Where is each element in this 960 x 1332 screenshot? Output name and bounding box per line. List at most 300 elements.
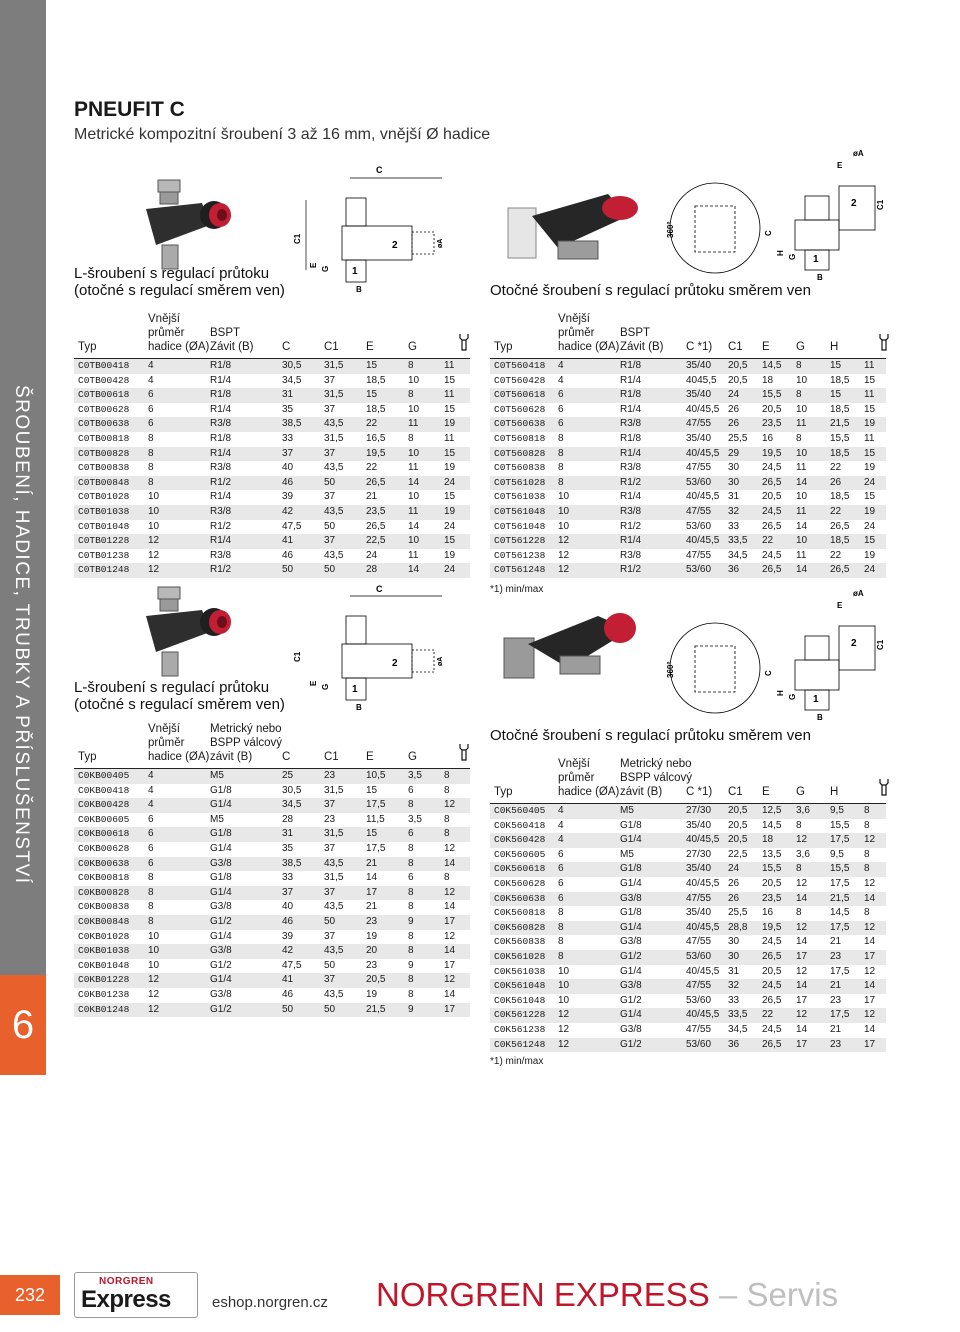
cell-value: 26 xyxy=(830,476,842,488)
cell-value: 4 xyxy=(558,805,564,816)
dimension-drawing-c0t56 xyxy=(655,148,885,283)
cell-value: 47/55 xyxy=(686,549,712,561)
cell-value: R1/8 xyxy=(620,389,642,401)
section-title-c0k56: Otočné šroubení s regulací průtoku směrem ven xyxy=(490,727,811,744)
cell-value: M5 xyxy=(620,805,634,816)
cell-value: 25,5 xyxy=(728,907,748,919)
cell-typ: C0K560618 xyxy=(494,863,546,875)
cell-typ: C0KB00818 xyxy=(78,872,130,884)
table-row xyxy=(490,892,886,907)
port-label-2: 2 xyxy=(851,198,857,209)
cell-value: 6 xyxy=(558,389,564,401)
cell-value: 46 xyxy=(282,549,294,561)
port-label-1: 1 xyxy=(352,684,358,695)
cell-value: 53/60 xyxy=(686,476,712,488)
cell-value: 4045,5 xyxy=(686,374,717,386)
cell-value: 8 xyxy=(864,863,870,875)
cell-value: 47/55 xyxy=(686,462,712,474)
cell-value: 11 xyxy=(796,418,807,430)
column-header-c: C xyxy=(282,341,291,353)
cell-value: 10 xyxy=(558,965,570,977)
table-row xyxy=(74,359,470,374)
page-number: 232 xyxy=(0,1275,60,1315)
cell-value: 8 xyxy=(408,799,414,811)
cell-value: R1/8 xyxy=(620,432,642,444)
cell-value: 27/30 xyxy=(686,848,712,860)
spec-table-c0kb xyxy=(74,720,470,1017)
cell-value: 8 xyxy=(408,886,414,898)
cell-value: 6 xyxy=(558,848,564,860)
cell-value: 14 xyxy=(444,988,456,1000)
cell-value: 40/45,5 xyxy=(686,447,720,459)
section-title-line1: L-šroubení s regulací průtoku xyxy=(74,679,270,696)
column-header-typ: Typ xyxy=(78,341,97,353)
cell-value: 22,5 xyxy=(366,535,386,547)
cell-value: 10 xyxy=(558,980,570,992)
cell-value: 12 xyxy=(864,921,876,933)
dim-label-g: G xyxy=(321,265,330,272)
cell-value: 8 xyxy=(148,872,154,884)
cell-value: 3,6 xyxy=(796,848,810,860)
cell-value: 16 xyxy=(762,432,774,444)
table-row xyxy=(74,388,470,403)
cell-value: 6 xyxy=(148,403,154,415)
chapter-number: 6 xyxy=(0,975,46,1075)
cell-value: G3/8 xyxy=(620,1023,642,1035)
column-header-g: G xyxy=(796,786,805,798)
cell-value: 4 xyxy=(148,799,154,811)
table-row xyxy=(490,388,886,403)
cell-value: 14 xyxy=(444,857,456,869)
column-header-c1: C1 xyxy=(324,341,339,353)
cell-value: 12 xyxy=(558,535,570,547)
dim-label-360: 360° xyxy=(666,221,675,238)
cell-value: 34,5 xyxy=(282,374,302,386)
cell-value: G3/8 xyxy=(210,901,232,913)
cell-value: 10 xyxy=(558,994,570,1006)
dim-label-g: G xyxy=(321,683,330,690)
cell-value: 43,5 xyxy=(324,945,344,957)
cell-value: 15 xyxy=(444,491,456,503)
table-row xyxy=(74,1003,470,1018)
cell-value: 30 xyxy=(728,936,740,948)
cell-value: 24,5 xyxy=(762,980,782,992)
product-photo-c0tb xyxy=(140,175,250,275)
cell-typ: C0KB01238 xyxy=(78,988,130,1000)
cell-value: 14 xyxy=(796,980,808,992)
cell-value: 26,5 xyxy=(762,994,782,1006)
cell-value: 10 xyxy=(148,930,160,942)
table-row xyxy=(74,813,470,828)
slogan-separator: – xyxy=(709,1276,747,1313)
cell-typ: C0KB00428 xyxy=(78,799,130,811)
cell-value: 26,5 xyxy=(762,476,782,488)
table-row xyxy=(490,563,886,578)
cell-value: G1/2 xyxy=(620,994,642,1006)
cell-typ: C0TB00638 xyxy=(78,418,130,430)
cell-value: 35/40 xyxy=(686,863,712,875)
cell-typ: C0T561038 xyxy=(494,491,546,503)
dimension-drawing-c0kb xyxy=(292,582,447,717)
cell-value: 37 xyxy=(324,447,336,459)
cell-value: R1/2 xyxy=(620,476,642,488)
cell-value: 40/45,5 xyxy=(686,491,720,503)
cell-value: 53/60 xyxy=(686,564,712,576)
cell-value: 8 xyxy=(408,360,414,371)
table-row xyxy=(490,921,886,936)
cell-value: G1/4 xyxy=(620,1009,642,1021)
cell-value: R3/8 xyxy=(620,505,642,517)
table-row xyxy=(74,769,470,784)
table-row xyxy=(490,994,886,1009)
cell-value: 12 xyxy=(148,549,160,561)
cell-value: 50 xyxy=(324,520,336,532)
cell-value: 17,5 xyxy=(830,965,850,977)
cell-value: 22 xyxy=(830,549,842,561)
cell-value: G1/4 xyxy=(210,842,232,854)
cell-value: R1/4 xyxy=(210,535,232,547)
cell-value: 17,5 xyxy=(830,834,850,846)
cell-value: 10 xyxy=(558,505,570,517)
cell-value: 15 xyxy=(366,360,378,371)
cell-value: 21,5 xyxy=(830,418,850,430)
cell-value: 24 xyxy=(864,564,876,576)
cell-value: 31 xyxy=(282,828,294,840)
cell-typ: C0TB00618 xyxy=(78,389,130,401)
dim-label-oa: øA xyxy=(853,149,864,158)
cell-value: 8 xyxy=(558,447,564,459)
cell-value: 10 xyxy=(558,491,570,503)
cell-value: R1/4 xyxy=(620,403,642,415)
cell-typ: C0T560628 xyxy=(494,403,546,415)
cell-value: 31,5 xyxy=(324,389,344,401)
cell-value: 11,5 xyxy=(366,813,385,825)
cell-value: 41 xyxy=(282,974,294,986)
spec-table-c0tb xyxy=(74,310,470,578)
cell-value: 10 xyxy=(148,491,160,503)
table-header xyxy=(74,310,470,359)
cell-value: 26,5 xyxy=(762,1038,782,1050)
cell-value: 12 xyxy=(796,965,808,977)
cell-value: 24,5 xyxy=(762,936,782,948)
cell-value: 47/55 xyxy=(686,505,712,517)
cell-value: G1/4 xyxy=(620,965,642,977)
cell-value: G3/8 xyxy=(620,980,642,992)
cell-typ: C0T560418 xyxy=(494,360,546,371)
cell-value: 8 xyxy=(558,462,564,474)
cell-value: 18,5 xyxy=(830,491,850,503)
cell-typ: C0K560638 xyxy=(494,892,546,904)
cell-value: 53/60 xyxy=(686,520,712,532)
cell-value: 19 xyxy=(864,418,876,430)
cell-value: 15 xyxy=(830,360,842,371)
cell-typ: C0K561028 xyxy=(494,950,546,962)
cell-value: 8 xyxy=(558,476,564,488)
cell-value: 8 xyxy=(148,886,154,898)
cell-typ: C0KB00618 xyxy=(78,828,130,840)
cell-value: 31,5 xyxy=(324,360,344,371)
cell-value: 17 xyxy=(796,1038,808,1050)
footer-slogan xyxy=(376,1276,838,1314)
table-row xyxy=(490,374,886,389)
column-header-c1: C1 xyxy=(324,751,339,763)
cell-value: 11 xyxy=(796,505,807,517)
cell-value: 21 xyxy=(366,857,378,869)
dim-label-c: C xyxy=(764,230,773,236)
cell-value: 26,5 xyxy=(366,476,386,488)
cell-value: G1/2 xyxy=(210,915,232,927)
cell-value: 8 xyxy=(148,476,154,488)
column-header-e: E xyxy=(762,786,770,798)
page-title: PNEUFIT C xyxy=(74,98,185,121)
cell-value: 24,5 xyxy=(762,505,782,517)
cell-value: 31,5 xyxy=(324,828,344,840)
cell-value: 12 xyxy=(558,1023,570,1035)
eshop-link[interactable]: eshop.norgren.cz xyxy=(212,1294,328,1311)
table-row xyxy=(490,505,886,520)
cell-value: 12 xyxy=(148,974,160,986)
cell-value: 38,5 xyxy=(282,418,302,430)
cell-value: G1/2 xyxy=(620,1038,642,1050)
cell-value: 8 xyxy=(444,770,450,781)
cell-value: 15,5 xyxy=(830,819,850,831)
dim-label-c1: C1 xyxy=(876,639,885,650)
cell-typ: C0KB00828 xyxy=(78,886,130,898)
cell-typ: C0KB01048 xyxy=(78,959,130,971)
cell-value: 6 xyxy=(148,857,154,869)
cell-value: 18,5 xyxy=(830,535,850,547)
cell-value: 26 xyxy=(728,892,740,904)
cell-value: 28 xyxy=(366,564,378,576)
table-row xyxy=(490,804,886,819)
dim-label-b: B xyxy=(356,703,362,712)
dim-label-c: C xyxy=(764,670,773,676)
cell-value: 24 xyxy=(444,476,456,488)
cell-value: 35/40 xyxy=(686,389,712,401)
table-row xyxy=(490,432,886,447)
cell-value: 31 xyxy=(728,491,740,503)
cell-typ: C0T560638 xyxy=(494,418,546,430)
cell-value: 3,5 xyxy=(408,770,422,781)
cell-value: 14,5 xyxy=(762,360,782,371)
cell-value: 19 xyxy=(366,988,378,1000)
cell-value: G1/8 xyxy=(210,828,232,840)
cell-value: 10 xyxy=(796,374,808,386)
cell-value: 17 xyxy=(444,1003,456,1015)
cell-value: 53/60 xyxy=(686,994,712,1006)
cell-value: 24 xyxy=(728,389,740,401)
cell-value: 8 xyxy=(864,848,870,860)
table-row xyxy=(490,950,886,965)
table-row xyxy=(74,973,470,988)
column-header-c1: C1 xyxy=(728,341,743,353)
table-row xyxy=(74,417,470,432)
cell-value: 12 xyxy=(558,549,570,561)
cell-value: 32 xyxy=(728,505,740,517)
column-header-a: Vnější průměr hadice (ØA) xyxy=(558,313,620,353)
cell-typ: C0K560628 xyxy=(494,877,546,889)
column-header-h: H xyxy=(830,786,839,798)
cell-value: 23 xyxy=(366,915,378,927)
dim-label-c: C xyxy=(376,165,383,175)
cell-value: 47/55 xyxy=(686,892,712,904)
cell-value: 10,5 xyxy=(366,770,386,781)
cell-value: 15 xyxy=(864,374,876,386)
cell-value: 33,5 xyxy=(728,1009,748,1021)
cell-value: 17 xyxy=(864,950,876,962)
cell-value: 24 xyxy=(728,863,740,875)
dim-label-e: E xyxy=(837,161,843,170)
cell-value: 12 xyxy=(444,930,456,942)
cell-typ: C0KB01028 xyxy=(78,930,130,942)
cell-value: 12 xyxy=(796,877,808,889)
cell-value: 6 xyxy=(558,863,564,875)
cell-value: 12 xyxy=(148,988,160,1000)
cell-value: 28,8 xyxy=(728,921,748,933)
cell-value: 21 xyxy=(366,491,378,503)
dim-label-oa: øA xyxy=(437,238,444,248)
product-photo-c0k56 xyxy=(498,600,648,695)
cell-value: 6 xyxy=(148,813,154,825)
cell-value: 22 xyxy=(762,1009,774,1021)
cell-value: G1/4 xyxy=(620,921,642,933)
cell-value: G1/8 xyxy=(210,872,232,884)
column-header-g: G xyxy=(408,341,417,353)
cell-typ: C0K560605 xyxy=(494,848,546,860)
cell-typ: C0TB01238 xyxy=(78,549,130,561)
port-label-1: 1 xyxy=(813,254,819,265)
cell-value: 17 xyxy=(796,994,808,1006)
cell-value: 10 xyxy=(408,403,420,415)
table-row xyxy=(74,374,470,389)
cell-value: 12 xyxy=(148,564,160,576)
cell-value: 30 xyxy=(728,476,740,488)
cell-value: 8 xyxy=(796,907,802,919)
cell-value: 12 xyxy=(796,834,808,846)
cell-value: G1/8 xyxy=(210,784,232,796)
cell-value: 33,5 xyxy=(728,535,748,547)
table-row xyxy=(490,877,886,892)
cell-value: 11 xyxy=(864,432,875,444)
cell-value: 8 xyxy=(148,462,154,474)
cell-typ: C0K561248 xyxy=(494,1038,546,1050)
wrench-icon xyxy=(458,743,470,761)
cell-value: 37 xyxy=(324,491,336,503)
cell-value: 8 xyxy=(558,936,564,948)
cell-value: 36 xyxy=(728,1038,740,1050)
dim-label-h: H xyxy=(776,690,785,696)
spec-table-c0k56 xyxy=(490,755,886,1052)
table-row xyxy=(74,900,470,915)
table-row xyxy=(74,886,470,901)
dim-label-b: B xyxy=(817,273,823,282)
wrench-icon-cell xyxy=(458,743,470,765)
cell-value: 33 xyxy=(282,872,294,884)
cell-value: 8 xyxy=(864,907,870,919)
logo-text: Express xyxy=(81,1286,171,1313)
cell-value: 15,5 xyxy=(762,389,782,401)
table-row xyxy=(74,857,470,872)
cell-value: 4 xyxy=(148,770,154,781)
product-photo-c0kb xyxy=(140,582,250,682)
cell-value: 14 xyxy=(408,520,420,532)
cell-value: 46 xyxy=(282,915,294,927)
cell-typ: C0KB00605 xyxy=(78,813,130,825)
cell-value: 19 xyxy=(864,462,876,474)
cell-value: 9 xyxy=(408,915,414,927)
cell-value: R1/2 xyxy=(620,520,642,532)
cell-value: 12 xyxy=(864,877,876,889)
cell-value: 6 xyxy=(148,389,154,401)
cell-value: 14 xyxy=(796,564,808,576)
cell-value: 31 xyxy=(282,389,294,401)
cell-value: 34,5 xyxy=(282,799,302,811)
cell-value: 10 xyxy=(796,447,808,459)
cell-value: 4 xyxy=(148,360,154,371)
cell-value: 33 xyxy=(282,432,294,444)
cell-value: 15 xyxy=(864,535,876,547)
cell-value: R1/4 xyxy=(620,491,642,503)
cell-value: 20,5 xyxy=(762,965,782,977)
cell-value: 26 xyxy=(728,403,740,415)
cell-value: 37 xyxy=(282,447,294,459)
cell-value: 11 xyxy=(864,389,875,401)
cell-value: 19 xyxy=(366,930,378,942)
cell-value: 43,5 xyxy=(324,418,344,430)
cell-value: 35 xyxy=(282,842,294,854)
cell-value: 3,5 xyxy=(408,813,422,825)
cell-value: 11 xyxy=(408,505,419,517)
column-header-a: Vnější průměr hadice (ØA) xyxy=(558,758,620,798)
page-subtitle: Metrické kompozitní šroubení 3 až 16 mm, vnější Ø hadice xyxy=(74,126,491,143)
table-row xyxy=(74,798,470,813)
wrench-icon xyxy=(458,333,470,351)
cell-value: R1/4 xyxy=(620,374,642,386)
column-header-g: G xyxy=(408,751,417,763)
column-header-h: H xyxy=(830,341,839,353)
cell-value: G1/2 xyxy=(620,950,642,962)
cell-value: 35/40 xyxy=(686,907,712,919)
cell-value: 42 xyxy=(282,505,294,517)
chapter-title: ŠROUBENÍ, HADICE, TRUBKY A PŘÍSLUŠENSTVÍ xyxy=(11,385,32,885)
cell-value: 40 xyxy=(282,901,294,913)
column-header-e: E xyxy=(762,341,770,353)
table-row xyxy=(490,520,886,535)
cell-value: 35/40 xyxy=(686,819,712,831)
section-title-c0t56: Otočné šroubení s regulací průtoku směrem ven xyxy=(490,282,811,299)
cell-value: 26,5 xyxy=(762,950,782,962)
cell-value: R1/8 xyxy=(210,432,232,444)
cell-value: 36 xyxy=(728,564,740,576)
cell-typ: C0TB00628 xyxy=(78,403,130,415)
cell-value: 11 xyxy=(864,360,875,371)
dim-label-e: E xyxy=(309,262,318,268)
cell-value: M5 xyxy=(210,770,224,781)
cell-typ: C0TB01248 xyxy=(78,564,130,576)
cell-typ: C0T560618 xyxy=(494,389,546,401)
cell-value: 14,5 xyxy=(830,907,850,919)
cell-value: 10 xyxy=(796,403,808,415)
cell-typ: C0T561048 xyxy=(494,520,546,532)
cell-value: 23,5 xyxy=(762,892,782,904)
cell-value: 6 xyxy=(408,872,414,884)
cell-value: R3/8 xyxy=(620,549,642,561)
column-header-b: BSPT Závit (B) xyxy=(210,327,254,353)
cell-value: 31,5 xyxy=(324,872,344,884)
cell-value: 17 xyxy=(444,915,456,927)
cell-value: 10 xyxy=(408,374,420,386)
column-header-typ: Typ xyxy=(78,751,97,763)
